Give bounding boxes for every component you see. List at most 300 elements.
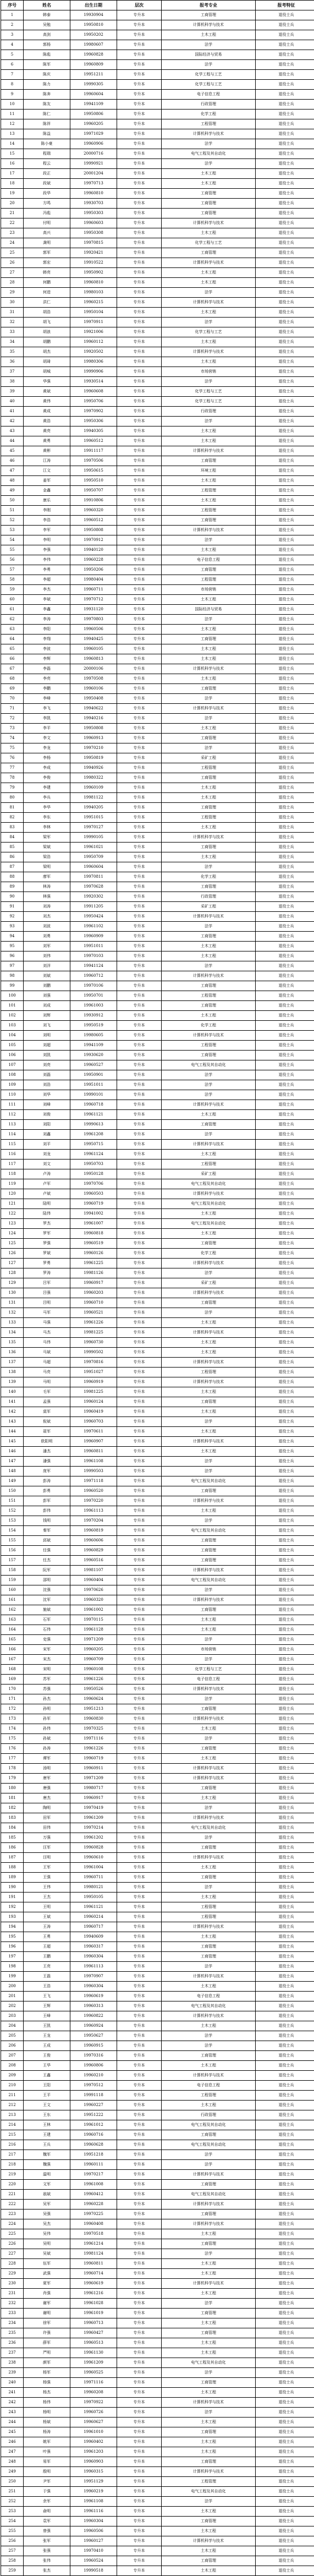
cell-feature: 退役士兵 [256, 159, 314, 169]
cell-index: 67 [1, 664, 24, 674]
cell-birthdate: 19960628 [70, 2140, 117, 2150]
table-row [1, 1219, 314, 1229]
cell-index: 6 [1, 60, 24, 70]
cell-feature: 退役士兵 [256, 1318, 314, 1328]
table-row [1, 456, 314, 466]
cell-index: 121 [1, 1199, 24, 1209]
cell-name: 翁斌 [24, 2190, 70, 2200]
cell-index: 163 [1, 1615, 24, 1625]
table-row [1, 773, 314, 783]
cell-birthdate: 19940120 [70, 545, 117, 555]
cell-name: 张军 [24, 2536, 70, 2546]
table-row [1, 575, 314, 585]
cell-index: 145 [1, 1437, 24, 1447]
cell-level: 专升本 [117, 1427, 162, 1437]
cell-index: 18 [1, 179, 24, 189]
cell-index: 39 [1, 387, 24, 397]
cell-index: 15 [1, 149, 24, 159]
cell-feature: 退役士兵 [256, 1070, 314, 1080]
cell-major: 土木工程 [162, 30, 256, 40]
cell-index: 253 [1, 2507, 24, 2517]
cell-feature: 退役士兵 [256, 1427, 314, 1437]
cell-name: 江涛 [24, 456, 70, 466]
cell-index: 80 [1, 793, 24, 803]
cell-level: 专升本 [117, 466, 162, 476]
cell-feature: 退役士兵 [256, 2309, 314, 2318]
cell-name: 金鑫 [24, 486, 70, 496]
cell-index: 252 [1, 2497, 24, 2507]
cell-feature: 退役士兵 [256, 1843, 314, 1853]
cell-major: 法学 [162, 2150, 256, 2160]
cell-name: 孙杰 [24, 1694, 70, 1704]
cell-index: 114 [1, 1130, 24, 1140]
cell-level: 专升本 [117, 565, 162, 575]
cell-birthdate: 19961121 [70, 1902, 117, 1912]
cell-index: 199 [1, 1972, 24, 1982]
cell-name: 陈小豪 [24, 139, 70, 149]
cell-birthdate: 19950424 [70, 912, 117, 922]
cell-level: 专升本 [117, 169, 162, 179]
table-row [1, 2120, 314, 2130]
cell-index: 91 [1, 902, 24, 912]
cell-name: 王浩 [24, 1982, 70, 1992]
cell-major: 计算机科学与技术 [162, 1684, 256, 1694]
cell-index: 239 [1, 2368, 24, 2378]
cell-birthdate: 19960730 [70, 1338, 117, 1348]
cell-name: 张杰 [24, 2566, 70, 2576]
cell-feature: 退役士兵 [256, 1179, 314, 1189]
cell-level: 专升本 [117, 1308, 162, 1318]
cell-level: 专升本 [117, 209, 162, 218]
cell-level: 专升本 [117, 862, 162, 872]
cell-major: 工商管理 [162, 1556, 256, 1566]
cell-feature: 退役士兵 [256, 189, 314, 199]
cell-birthdate: 19960810 [70, 278, 117, 288]
cell-index: 47 [1, 466, 24, 476]
cell-major: 化学工程 [162, 872, 256, 882]
cell-level: 专升本 [117, 813, 162, 823]
cell-index: 181 [1, 1793, 24, 1803]
table-row [1, 1774, 314, 1784]
cell-name: 胡杰 [24, 347, 70, 357]
cell-level: 专升本 [117, 2556, 162, 2566]
cell-feature: 退役士兵 [256, 1526, 314, 1536]
cell-level: 专升本 [117, 942, 162, 951]
cell-level: 专升本 [117, 456, 162, 466]
cell-index: 161 [1, 1595, 24, 1605]
cell-name: 罗勇 [24, 1259, 70, 1268]
cell-feature: 退役士兵 [256, 2279, 314, 2289]
table-row [1, 615, 314, 625]
cell-name: 程瑞 [24, 149, 70, 159]
cell-birthdate: 19961128 [70, 1625, 117, 1635]
cell-major: 市场营销 [162, 1645, 256, 1655]
cell-feature: 退役士兵 [256, 2150, 314, 2160]
table-row [1, 555, 314, 565]
table-row [1, 2526, 314, 2536]
cell-name: 陈祥 [24, 119, 70, 129]
cell-major: 计算机科学与技术 [162, 664, 256, 674]
cell-index: 207 [1, 2051, 24, 2061]
cell-name: 高剑 [24, 30, 70, 40]
cell-birthdate: 19950206 [70, 565, 117, 575]
cell-name: 杨涛 [24, 2427, 70, 2437]
cell-feature: 退役士兵 [256, 1595, 314, 1605]
table-row [1, 1437, 314, 1447]
cell-major: 土木工程 [162, 1754, 256, 1764]
table-row [1, 337, 314, 347]
cell-index: 57 [1, 565, 24, 575]
cell-feature: 退役士兵 [256, 308, 314, 318]
cell-feature: 退役士兵 [256, 1278, 314, 1288]
cell-feature: 退役士兵 [256, 1467, 314, 1476]
cell-birthdate: 19980717 [70, 1784, 117, 1793]
cell-name: 易军 [24, 2457, 70, 2467]
cell-major: 法学 [162, 1457, 256, 1467]
cell-name: 刘洋 [24, 961, 70, 971]
cell-birthdate: 19961008 [70, 2180, 117, 2190]
cell-index: 243 [1, 2408, 24, 2418]
cell-index: 70 [1, 694, 24, 704]
cell-index: 227 [1, 2249, 24, 2259]
cell-feature: 退役士兵 [256, 476, 314, 486]
cell-feature: 退役士兵 [256, 1982, 314, 1992]
cell-feature: 退役士兵 [256, 318, 314, 327]
cell-level: 专升本 [117, 2011, 162, 2021]
cell-major: 电气工程及其自动化 [162, 2487, 256, 2497]
cell-level: 专升本 [117, 2517, 162, 2526]
cell-index: 213 [1, 2110, 24, 2120]
cell-birthdate: 19940216 [70, 714, 117, 724]
cell-index: 234 [1, 2318, 24, 2328]
cell-birthdate: 19960412 [70, 2190, 117, 2200]
cell-index: 248 [1, 2457, 24, 2467]
cell-major: 工程管理 [162, 1902, 256, 1912]
table-row [1, 248, 314, 258]
cell-level: 专升本 [117, 1972, 162, 1982]
cell-index: 249 [1, 2467, 24, 2477]
cell-name: 杨伟 [24, 2398, 70, 2408]
cell-feature: 退役士兵 [256, 1377, 314, 1387]
table-row [1, 1090, 314, 1100]
cell-index: 177 [1, 1754, 24, 1764]
cell-feature: 退役士兵 [256, 1536, 314, 1546]
cell-name: 李杰 [24, 585, 70, 595]
cell-index: 78 [1, 773, 24, 783]
cell-birthdate: 19990921 [70, 159, 117, 169]
cell-major: 法学 [162, 2249, 256, 2259]
table-row [1, 2418, 314, 2427]
cell-major: 法学 [162, 1516, 256, 1526]
cell-level: 专升本 [117, 2229, 162, 2239]
cell-index: 172 [1, 1704, 24, 1714]
table-row [1, 496, 314, 506]
cell-name: 王俊 [24, 2051, 70, 2061]
cell-major: 工商管理 [162, 2556, 256, 2566]
cell-birthdate: 19960610 [70, 1853, 117, 1863]
cell-birthdate: 19960709 [70, 1655, 117, 1665]
cell-major: 土木工程 [162, 2526, 256, 2536]
cell-birthdate: 19951211 [70, 70, 117, 80]
cell-name: 李超 [24, 575, 70, 585]
cell-feature: 退役士兵 [256, 565, 314, 575]
cell-major: 采矿工程 [162, 902, 256, 912]
cell-name: 沈军 [24, 1595, 70, 1605]
cell-birthdate: 19961208 [70, 1130, 117, 1140]
cell-feature: 退役士兵 [256, 60, 314, 70]
cell-major: 计算机科学与技术 [162, 258, 256, 268]
cell-level: 专升本 [117, 2021, 162, 2031]
cell-feature: 退役士兵 [256, 2061, 314, 2071]
cell-birthdate: 19960304 [70, 1952, 117, 1962]
cell-level: 专升本 [117, 2001, 162, 2011]
cell-name: 唐杰 [24, 1793, 70, 1803]
cell-level: 专升本 [117, 971, 162, 981]
table-row [1, 2309, 314, 2318]
cell-feature: 退役士兵 [256, 1853, 314, 1863]
cell-feature: 退役士兵 [256, 2348, 314, 2358]
cell-index: 146 [1, 1447, 24, 1457]
table-row [1, 1031, 314, 1041]
table-row [1, 2566, 314, 2576]
cell-feature: 退役士兵 [256, 595, 314, 605]
table-row [1, 2110, 314, 2120]
cell-name: 陶明 [24, 1803, 70, 1813]
cell-major: 采矿工程 [162, 1169, 256, 1179]
cell-birthdate: 19940926 [70, 763, 117, 773]
cell-level: 专升本 [117, 1635, 162, 1645]
cell-level: 专升本 [117, 1031, 162, 1041]
table-row [1, 1922, 314, 1932]
cell-level: 专升本 [117, 1486, 162, 1496]
cell-level: 专升本 [117, 2467, 162, 2477]
cell-level: 专升本 [117, 714, 162, 724]
cell-level: 专升本 [117, 1764, 162, 1774]
cell-feature: 退役士兵 [256, 793, 314, 803]
cell-major: 化学工程与工艺 [162, 397, 256, 407]
cell-level: 专升本 [117, 1566, 162, 1576]
cell-index: 137 [1, 1358, 24, 1368]
cell-level: 专升本 [117, 1902, 162, 1912]
cell-index: 226 [1, 2239, 24, 2249]
cell-index: 82 [1, 813, 24, 823]
cell-major: 土木工程 [162, 644, 256, 654]
cell-feature: 退役士兵 [256, 892, 314, 902]
table-row [1, 526, 314, 535]
cell-major: 法学 [162, 1417, 256, 1427]
cell-birthdate: 19960219 [70, 2487, 117, 2497]
cell-birthdate: 19960208 [70, 2388, 117, 2398]
cell-level: 专升本 [117, 951, 162, 961]
cell-index: 200 [1, 1982, 24, 1992]
cell-name: 刘波 [24, 922, 70, 932]
cell-level: 专升本 [117, 555, 162, 565]
table-row [1, 1011, 314, 1021]
cell-major: 土木工程 [162, 674, 256, 684]
cell-major: 法学 [162, 2408, 256, 2418]
cell-feature: 退役士兵 [256, 1873, 314, 1883]
table-row [1, 100, 314, 110]
cell-birthdate: 19980103 [70, 288, 117, 298]
cell-major: 电子信息工程 [162, 1992, 256, 2001]
cell-name: 胡琦 [24, 357, 70, 367]
cell-level: 专升本 [117, 1665, 162, 1675]
cell-birthdate: 19960712 [70, 971, 117, 981]
cell-name: 邵明 [24, 1576, 70, 1585]
cell-major: 工程管理 [162, 575, 256, 585]
cell-index: 176 [1, 1744, 24, 1754]
cell-major: 法学 [162, 1268, 256, 1278]
cell-level: 专升本 [117, 753, 162, 763]
cell-index: 190 [1, 1883, 24, 1893]
cell-feature: 退役士兵 [256, 575, 314, 585]
table-row [1, 1615, 314, 1625]
cell-name: 陈彪 [24, 50, 70, 60]
cell-name: 马伟 [24, 1338, 70, 1348]
cell-index: 65 [1, 644, 24, 654]
cell-birthdate: 19970902 [70, 407, 117, 417]
cell-feature: 退役士兵 [256, 1387, 314, 1397]
table-row [1, 1229, 314, 1239]
cell-major: 工程管理 [162, 1912, 256, 1922]
cell-birthdate: 19970419 [70, 1803, 117, 1813]
cell-birthdate: 19960215 [70, 298, 117, 308]
cell-name: 刘明 [24, 1031, 70, 1041]
cell-index: 25 [1, 248, 24, 258]
cell-birthdate: 19950819 [70, 753, 117, 763]
table-row [1, 803, 314, 813]
cell-major: 工程管理 [162, 2477, 256, 2487]
table-row [1, 1288, 314, 1298]
cell-index: 45 [1, 446, 24, 456]
cell-major: 土木工程 [162, 436, 256, 446]
cell-name: 李强 [24, 545, 70, 555]
cell-birthdate: 19960624 [70, 1694, 117, 1704]
cell-birthdate: 19960203 [70, 1288, 117, 1298]
cell-birthdate: 19961010 [70, 2427, 117, 2437]
cell-index: 171 [1, 1694, 24, 1704]
cell-feature: 退役士兵 [256, 486, 314, 496]
cell-level: 专升本 [117, 1467, 162, 1476]
header-name: 姓名 [24, 1, 70, 10]
cell-major: 化学工程 [162, 110, 256, 119]
cell-index: 246 [1, 2437, 24, 2447]
cell-feature: 退役士兵 [256, 347, 314, 357]
cell-name: 卢涛 [24, 1169, 70, 1179]
cell-birthdate: 19960619 [70, 1992, 117, 2001]
cell-level: 专升本 [117, 2526, 162, 2536]
cell-level: 专升本 [117, 2546, 162, 2556]
cell-level: 专升本 [117, 2140, 162, 2150]
table-row [1, 70, 314, 80]
cell-index: 2 [1, 20, 24, 30]
cell-index: 147 [1, 1457, 24, 1467]
cell-level: 专升本 [117, 902, 162, 912]
cell-name: 吴明 [24, 2239, 70, 2249]
cell-birthdate: 19910806 [70, 496, 117, 506]
cell-feature: 退役士兵 [256, 734, 314, 743]
cell-name: 杨军 [24, 2368, 70, 2378]
table-row [1, 2071, 314, 2081]
cell-level: 专升本 [117, 2081, 162, 2091]
cell-birthdate: 19960711 [70, 585, 117, 595]
cell-feature: 退役士兵 [256, 2526, 314, 2536]
cell-birthdate: 19970922 [70, 2398, 117, 2408]
cell-name: 方鸣 [24, 199, 70, 209]
cell-level: 专升本 [117, 2041, 162, 2051]
cell-birthdate: 19970127 [70, 823, 117, 833]
cell-birthdate: 19960703 [70, 1417, 117, 1427]
cell-birthdate: 19970410 [70, 2546, 117, 2556]
header-birthdate: 出生日期 [70, 1, 117, 10]
cell-name: 陈友 [24, 100, 70, 110]
cell-feature: 退役士兵 [256, 2259, 314, 2269]
cell-feature: 退役士兵 [256, 2398, 314, 2408]
cell-level: 专升本 [117, 635, 162, 644]
cell-feature: 退役士兵 [256, 2081, 314, 2091]
cell-level: 专升本 [117, 1694, 162, 1704]
cell-major: 电气工程及其自动化 [162, 1060, 256, 1070]
cell-major: 计算机科学与技术 [162, 2170, 256, 2180]
table-row [1, 2061, 314, 2071]
table-row [1, 1298, 314, 1308]
table-row [1, 347, 314, 357]
cell-major: 工商管理 [162, 635, 256, 644]
cell-index: 11 [1, 110, 24, 119]
table-row [1, 872, 314, 882]
cell-birthdate: 19961007 [70, 1219, 117, 1229]
cell-index: 36 [1, 357, 24, 367]
cell-feature: 退役士兵 [256, 2457, 314, 2467]
cell-level: 专升本 [117, 1645, 162, 1655]
cell-birthdate: 19981122 [70, 793, 117, 803]
cell-birthdate: 19950128 [70, 1169, 117, 1179]
cell-major: 工程管理 [162, 1041, 256, 1051]
cell-index: 148 [1, 1467, 24, 1476]
cell-name: 吴军 [24, 2200, 70, 2209]
cell-major: 法学 [162, 535, 256, 545]
cell-index: 112 [1, 1110, 24, 1120]
cell-index: 122 [1, 1209, 24, 1219]
cell-name: 颜军 [24, 2358, 70, 2368]
cell-level: 专升本 [117, 1397, 162, 1407]
table-row [1, 436, 314, 446]
cell-major: 法学 [162, 1883, 256, 1893]
table-row [1, 1645, 314, 1655]
table-row [1, 1863, 314, 1873]
cell-feature: 退役士兵 [256, 2051, 314, 2061]
cell-level: 专升本 [117, 1922, 162, 1932]
cell-name: 王鹏 [24, 1952, 70, 1962]
cell-feature: 退役士兵 [256, 1774, 314, 1784]
cell-major: 法学 [162, 1635, 256, 1645]
cell-name: 陈益 [24, 129, 70, 139]
cell-name: 刘辉 [24, 1011, 70, 1021]
table-row [1, 1952, 314, 1962]
table-row [1, 367, 314, 377]
cell-name: 马强 [24, 1318, 70, 1328]
cell-birthdate: 19960717 [70, 1922, 117, 1932]
cell-birthdate: 19960830 [70, 1714, 117, 1724]
cell-name: 刘飞 [24, 1021, 70, 1031]
table-row [1, 2437, 314, 2447]
cell-name: 刘强 [24, 991, 70, 1001]
cell-birthdate: 19970106 [70, 981, 117, 991]
cell-name: 孟强 [24, 1397, 70, 1407]
table-row [1, 278, 314, 288]
cell-major: 采矿工程 [162, 1278, 256, 1288]
cell-index: 73 [1, 724, 24, 734]
